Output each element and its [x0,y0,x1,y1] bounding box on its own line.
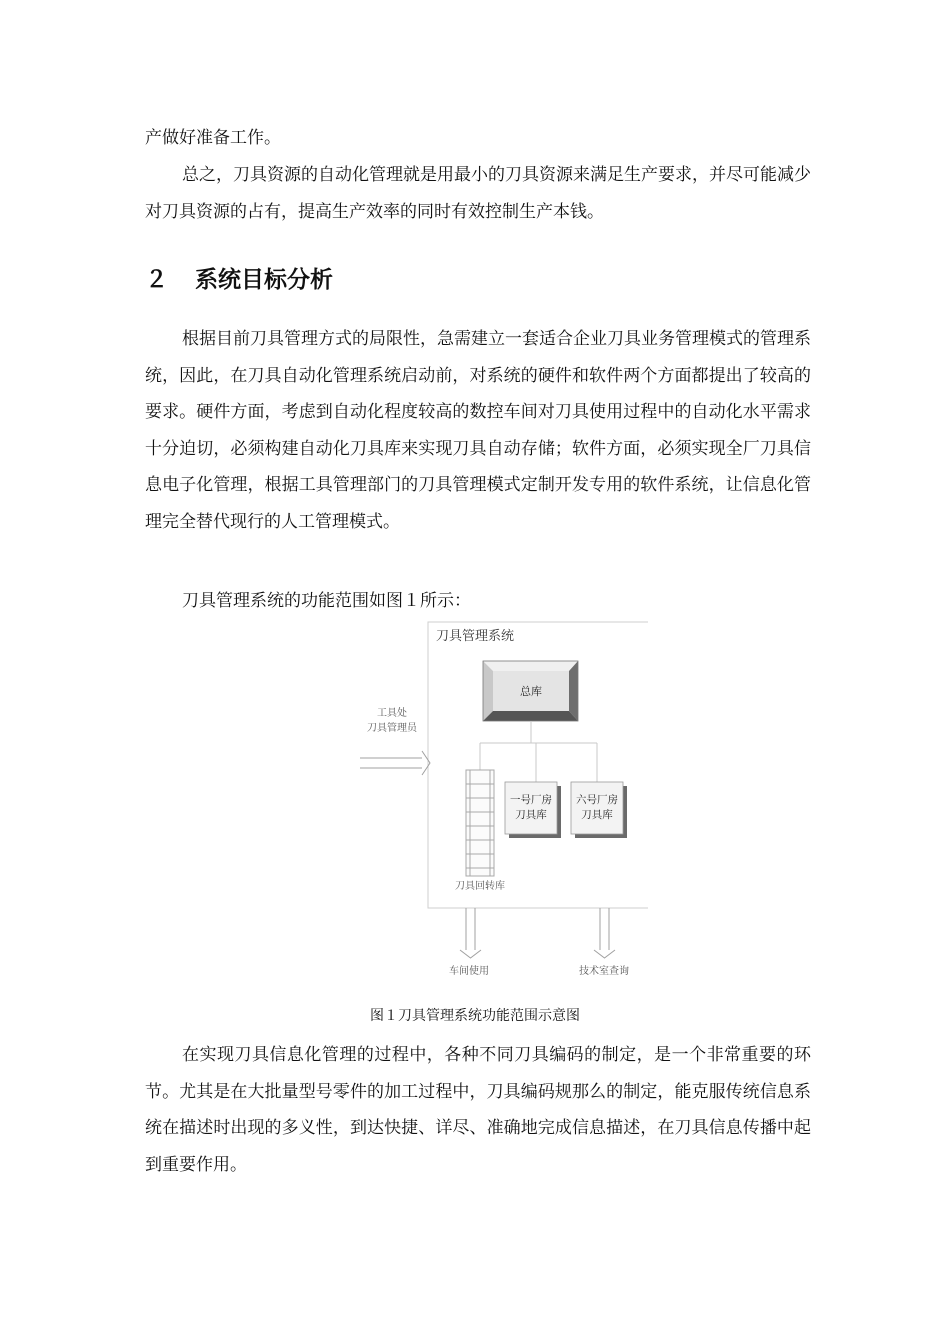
connector-lines [480,721,597,782]
section-number: ２ [145,267,168,293]
output-label-workshop: 车间使用 [449,966,489,977]
output-label-tech: 技术室查询 [579,966,629,977]
paragraph-encoding: 在实现刀具信息化管理的过程中，各种不同刀具编码的制定，是一个非常重要的环节。尤其是在大批量型号零件的加工过程中，刀具编码规那么的制定，能克服传统信息系统在描述时出现的多义性，到达快捷、详尽、准确地完成信息描述，在刀具信息传播中起到重要作用。 [145,1045,811,1175]
carousel-label: 刀具回转库 [455,881,505,892]
store1-label-line2: 刀具库 [515,809,547,821]
figure-caption: 图１刀具管理系统功能范围示意图 [370,1008,580,1024]
main-store-box [483,661,578,721]
store6-box [571,782,627,838]
carousel-ladder-icon [466,770,494,876]
system-label: 刀具管理系统 [436,629,515,644]
output-arrow-workshop-icon [460,908,481,958]
input-arrow-icon [360,751,430,775]
paragraph-summary: 总之，刀具资源的自动化管理就是用最小的刀具资源来满足生产要求，并尽可能减少对刀具资源的占有，提高生产效率的同时有效控制生产本钱。 [145,165,811,222]
paragraph-figure-intro: 刀具管理系统的功能范围如图１所示： [182,591,471,611]
section-title: 系统目标分析 [195,267,333,293]
store6-label-line2: 刀具库 [581,809,613,821]
input-label-line1: 工具处 [377,708,407,719]
store1-label-line1: 一号厂房 [510,794,552,806]
input-label-line2: 刀具管理员 [367,723,417,734]
paragraph-continuation: 产做好准备工作。 [145,128,281,148]
store6-label-line1: 六号厂房 [576,794,618,806]
system-diagram [0,618,950,998]
paragraph-requirements: 根据目前刀具管理方式的局限性，急需建立一套适合企业刀具业务管理模式的管理系统，因此，在刀具自动化管理系统启动前，对系统的硬件和软件两个方面都提出了较高的要求。硬件方面，考虑到自动化程度较高的数控车间对刀具使用过程中的自动化水平需求十分迫切，必须构建自动化刀具库来实现刀具自动存储；软件方面，必须实现全厂刀具信息电子化管理，根据工具管理部门的刀具管理模式定制开发专用的软件系统，让信息化管理完全替代现行的人工管理模式。 [145,329,811,532]
output-arrow-tech-icon [594,908,615,958]
main-store-label: 总库 [520,685,542,698]
store1-box [505,782,561,838]
section-heading [145,262,333,298]
